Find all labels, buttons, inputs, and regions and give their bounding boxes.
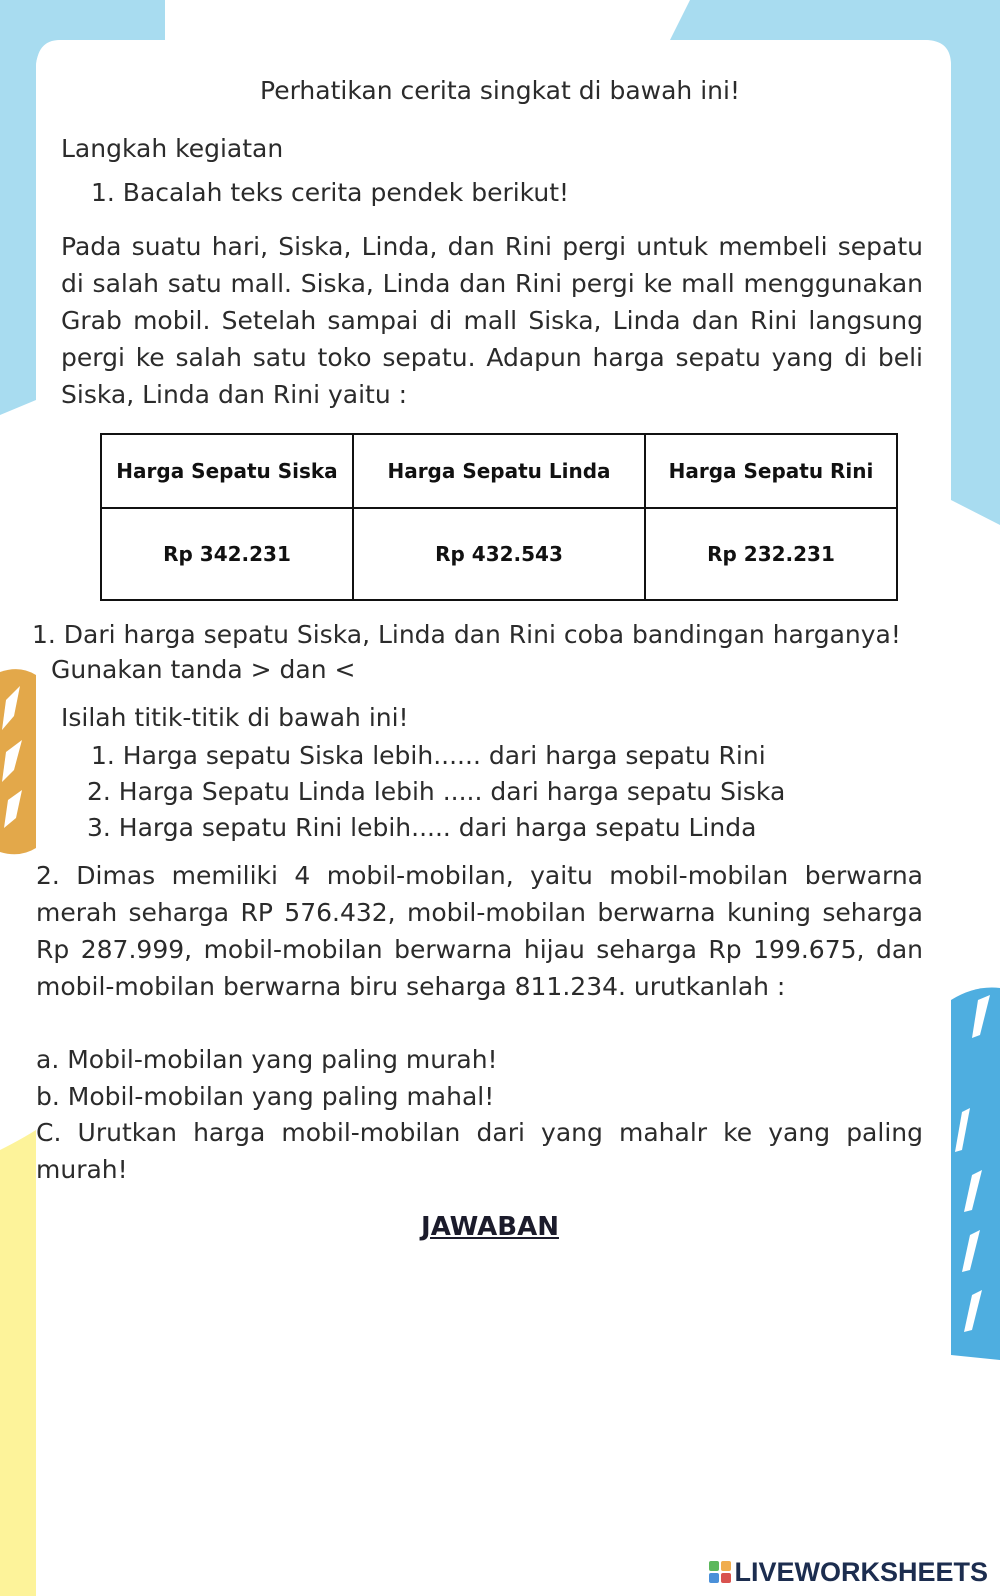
brand-mark-tile [721, 1561, 731, 1571]
price-value-rini: Rp 232.231 [645, 508, 897, 600]
step-item: 1. Bacalah teks cerita pendek berikut! [91, 178, 570, 207]
brand-mark-tile [721, 1573, 731, 1583]
liveworksheets-logo [709, 1556, 988, 1588]
price-value-siska: Rp 342.231 [101, 508, 353, 600]
brand-name: LIVEWORKSHEETS [734, 1556, 988, 1587]
price-header-rini: Harga Sepatu Rini [645, 434, 897, 508]
yellow-shape-bottom-left [0, 1130, 36, 1596]
question2-item-b: b. Mobil-mobilan yang paling mahal! [36, 1082, 495, 1111]
answer-heading: JAWABAN [421, 1212, 559, 1242]
story-paragraph: Pada suatu hari, Siska, Linda, dan Rini pergi untuk membeli sepatu di salah satu mall. Siska, Linda dan Rini pergi ke mall menggunakan Grab mobil. Setelah sampai di mall Siska, Linda dan Rini langsung pergi ke salah satu toko sepatu. Adapun harga sepatu yang di beli Siska, Linda dan Rini yaitu : [61, 232, 923, 409]
price-value-linda: Rp 432.543 [353, 508, 645, 600]
price-header-linda: Harga Sepatu Linda [353, 434, 645, 508]
fill-blank-heading: Isilah titik-titik di bawah ini! [61, 703, 409, 732]
question2-item-a: a. Mobil-mobilan yang paling murah! [36, 1045, 498, 1074]
question2-paragraph: 2. Dimas memiliki 4 mobil-mobilan, yaitu mobil-mobilan berwarna merah seharga RP 576.432, mobil-mobilan berwarna kuning seharga Rp 287.999, mobil-mobilan berwarna hijau seharga Rp 199.675, dan mobil-mobilan berwarna biru seharga 811.234. urutkanlah : [36, 861, 923, 1001]
question1-instruction: Gunakan tanda > dan < [51, 655, 356, 684]
fill-blank-item-1: 1. Harga sepatu Siska lebih...... dari harga sepatu Rini [91, 741, 766, 770]
brand-mark-tile [709, 1561, 719, 1571]
fill-blank-item-2: 2. Harga Sepatu Linda lebih ..... dari harga sepatu Siska [87, 777, 786, 806]
brand-mark-icon [709, 1561, 731, 1583]
fill-blank-item-3: 3. Harga sepatu Rini lebih..... dari harga sepatu Linda [87, 813, 757, 842]
question1-prompt: 1. Dari harga sepatu Siska, Linda dan Rini coba bandingan harganya! [32, 620, 901, 649]
price-table-header-row [101, 434, 897, 508]
page-title: Perhatikan cerita singkat di bawah ini! [260, 76, 740, 105]
brand-mark-tile [709, 1573, 719, 1583]
steps-heading: Langkah kegiatan [61, 134, 284, 163]
price-table-value-row [101, 508, 897, 600]
question2-item-c: C. Urutkan harga mobil-mobilan dari yang mahalr ke yang paling murah! [36, 1118, 923, 1184]
price-table [100, 433, 898, 601]
price-header-siska: Harga Sepatu Siska [101, 434, 353, 508]
